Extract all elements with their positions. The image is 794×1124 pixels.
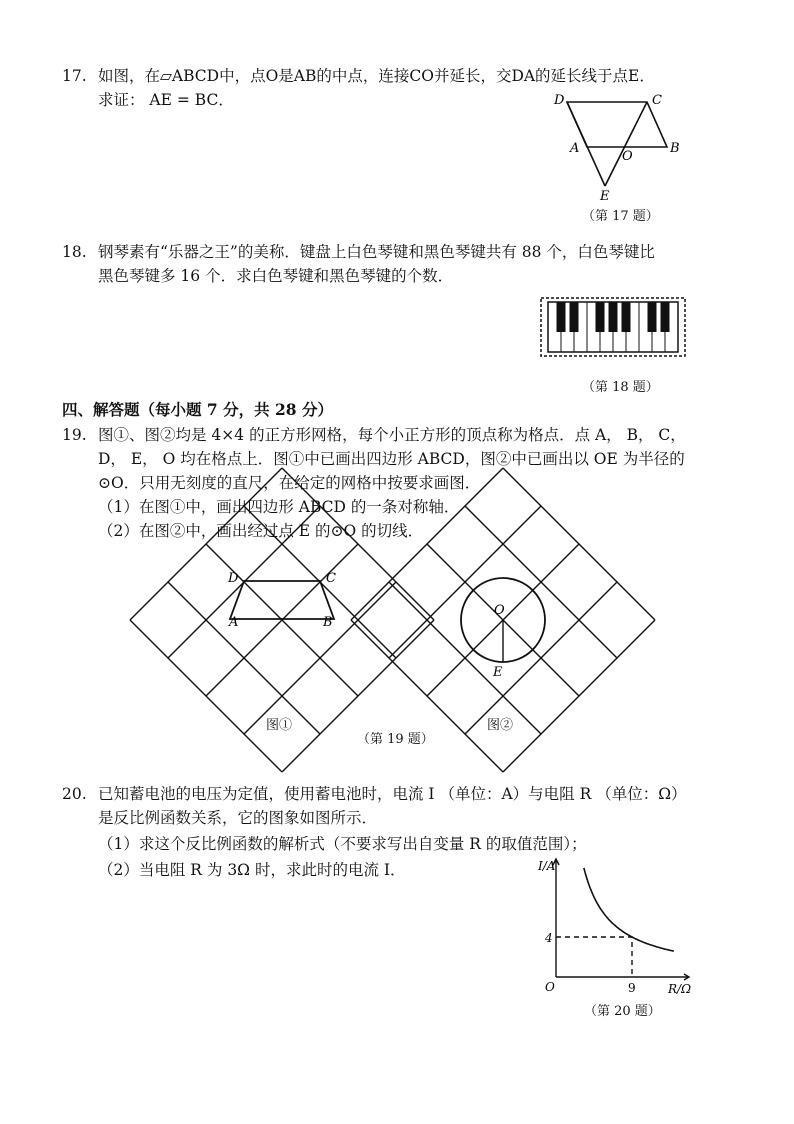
- q19-sub1: （1）在图①中，画出四边形 ABCD 的一条对称轴．: [98, 498, 460, 516]
- q20-sub2: （2）当电阻 R 为 3Ω 时，求此时的电流 I．: [98, 861, 406, 879]
- q19-sub2: （2）在图②中，画出经过点 E 的⊙O 的切线．: [98, 522, 424, 540]
- q19-text-line1: 图①、图②均是 4×4 的正方形网格，每个小正方形的顶点称为格点．点 A， B， C，: [98, 426, 686, 444]
- fig1-caption: 图①: [266, 718, 293, 733]
- q19-caption: （第 19 题）: [357, 732, 434, 747]
- q18-caption: （第 18 题）: [582, 380, 659, 395]
- fig2-label-e: E: [493, 665, 503, 680]
- q19-number: 19.: [62, 426, 87, 444]
- q19-text-line2: D， E， O 均在格点上．图①中已画出四边形 ABCD，图②中已画出以 OE 为半径的: [98, 450, 685, 468]
- q17-label-d: D: [554, 93, 565, 108]
- fig1-label-d: D: [228, 571, 239, 586]
- fig1-label-a: A: [229, 615, 239, 630]
- dashed-guide: [556, 937, 632, 977]
- q18-text-line1: 钢琴素有“乐器之王”的美称．键盘上白色琴键和黑色琴键共有 88 个，白色琴键比: [98, 243, 655, 261]
- q20-y-axis-label: I/A: [538, 859, 556, 873]
- q20-origin-label: O: [545, 980, 555, 994]
- q20-text-line2: 是反比例函数关系，它的图象如图所示．: [98, 809, 378, 827]
- q17-text-line2: 求证： AE = BC．: [98, 91, 234, 109]
- q20-x-axis-label: R/Ω: [668, 982, 692, 996]
- q17-label-e: E: [600, 189, 610, 204]
- section-4-title: 四、解答题（每小题 7 分，共 28 分）: [62, 400, 333, 419]
- q17-number: 17.: [62, 67, 87, 85]
- q20-x-tick: 9: [628, 981, 636, 995]
- fig1-label-b: B: [323, 615, 333, 630]
- q18-text-line2: 黑色琴键多 16 个．求白色琴键和黑色琴键的个数．: [98, 267, 454, 285]
- q20-caption: （第 20 题）: [584, 1004, 661, 1019]
- fig2-label-o: O: [494, 603, 505, 618]
- fig1-label-c: C: [326, 571, 336, 586]
- q17-label-a: A: [570, 141, 580, 156]
- q20-text-line1: 已知蓄电池的电压为定值，使用蓄电池时，电流 I （单位：A）与电阻 R （单位：Ω）: [98, 785, 687, 803]
- q17-caption: （第 17 题）: [582, 209, 659, 224]
- q17-label-b: B: [670, 141, 680, 156]
- q20-y-tick: 4: [545, 931, 553, 945]
- q17-label-o: O: [622, 149, 633, 164]
- q18-number: 18.: [62, 243, 87, 261]
- q20-number: 20.: [62, 785, 87, 803]
- q20-sub1: （1）求这个反比例函数的解析式（不要求写出自变量 R 的取值范围）；: [98, 835, 587, 853]
- inverse-curve: [584, 868, 674, 951]
- q17-label-c: C: [652, 93, 662, 108]
- fig2-caption: 图②: [487, 718, 514, 733]
- q17-text-line1: 如图，在▱ABCD中，点O是AB的中点，连接CO并延长，交DA的延长线于点E．: [98, 67, 655, 85]
- q19-text-line3: ⊙O．只用无刻度的直尺，在给定的网格中按要求画图．: [98, 474, 481, 492]
